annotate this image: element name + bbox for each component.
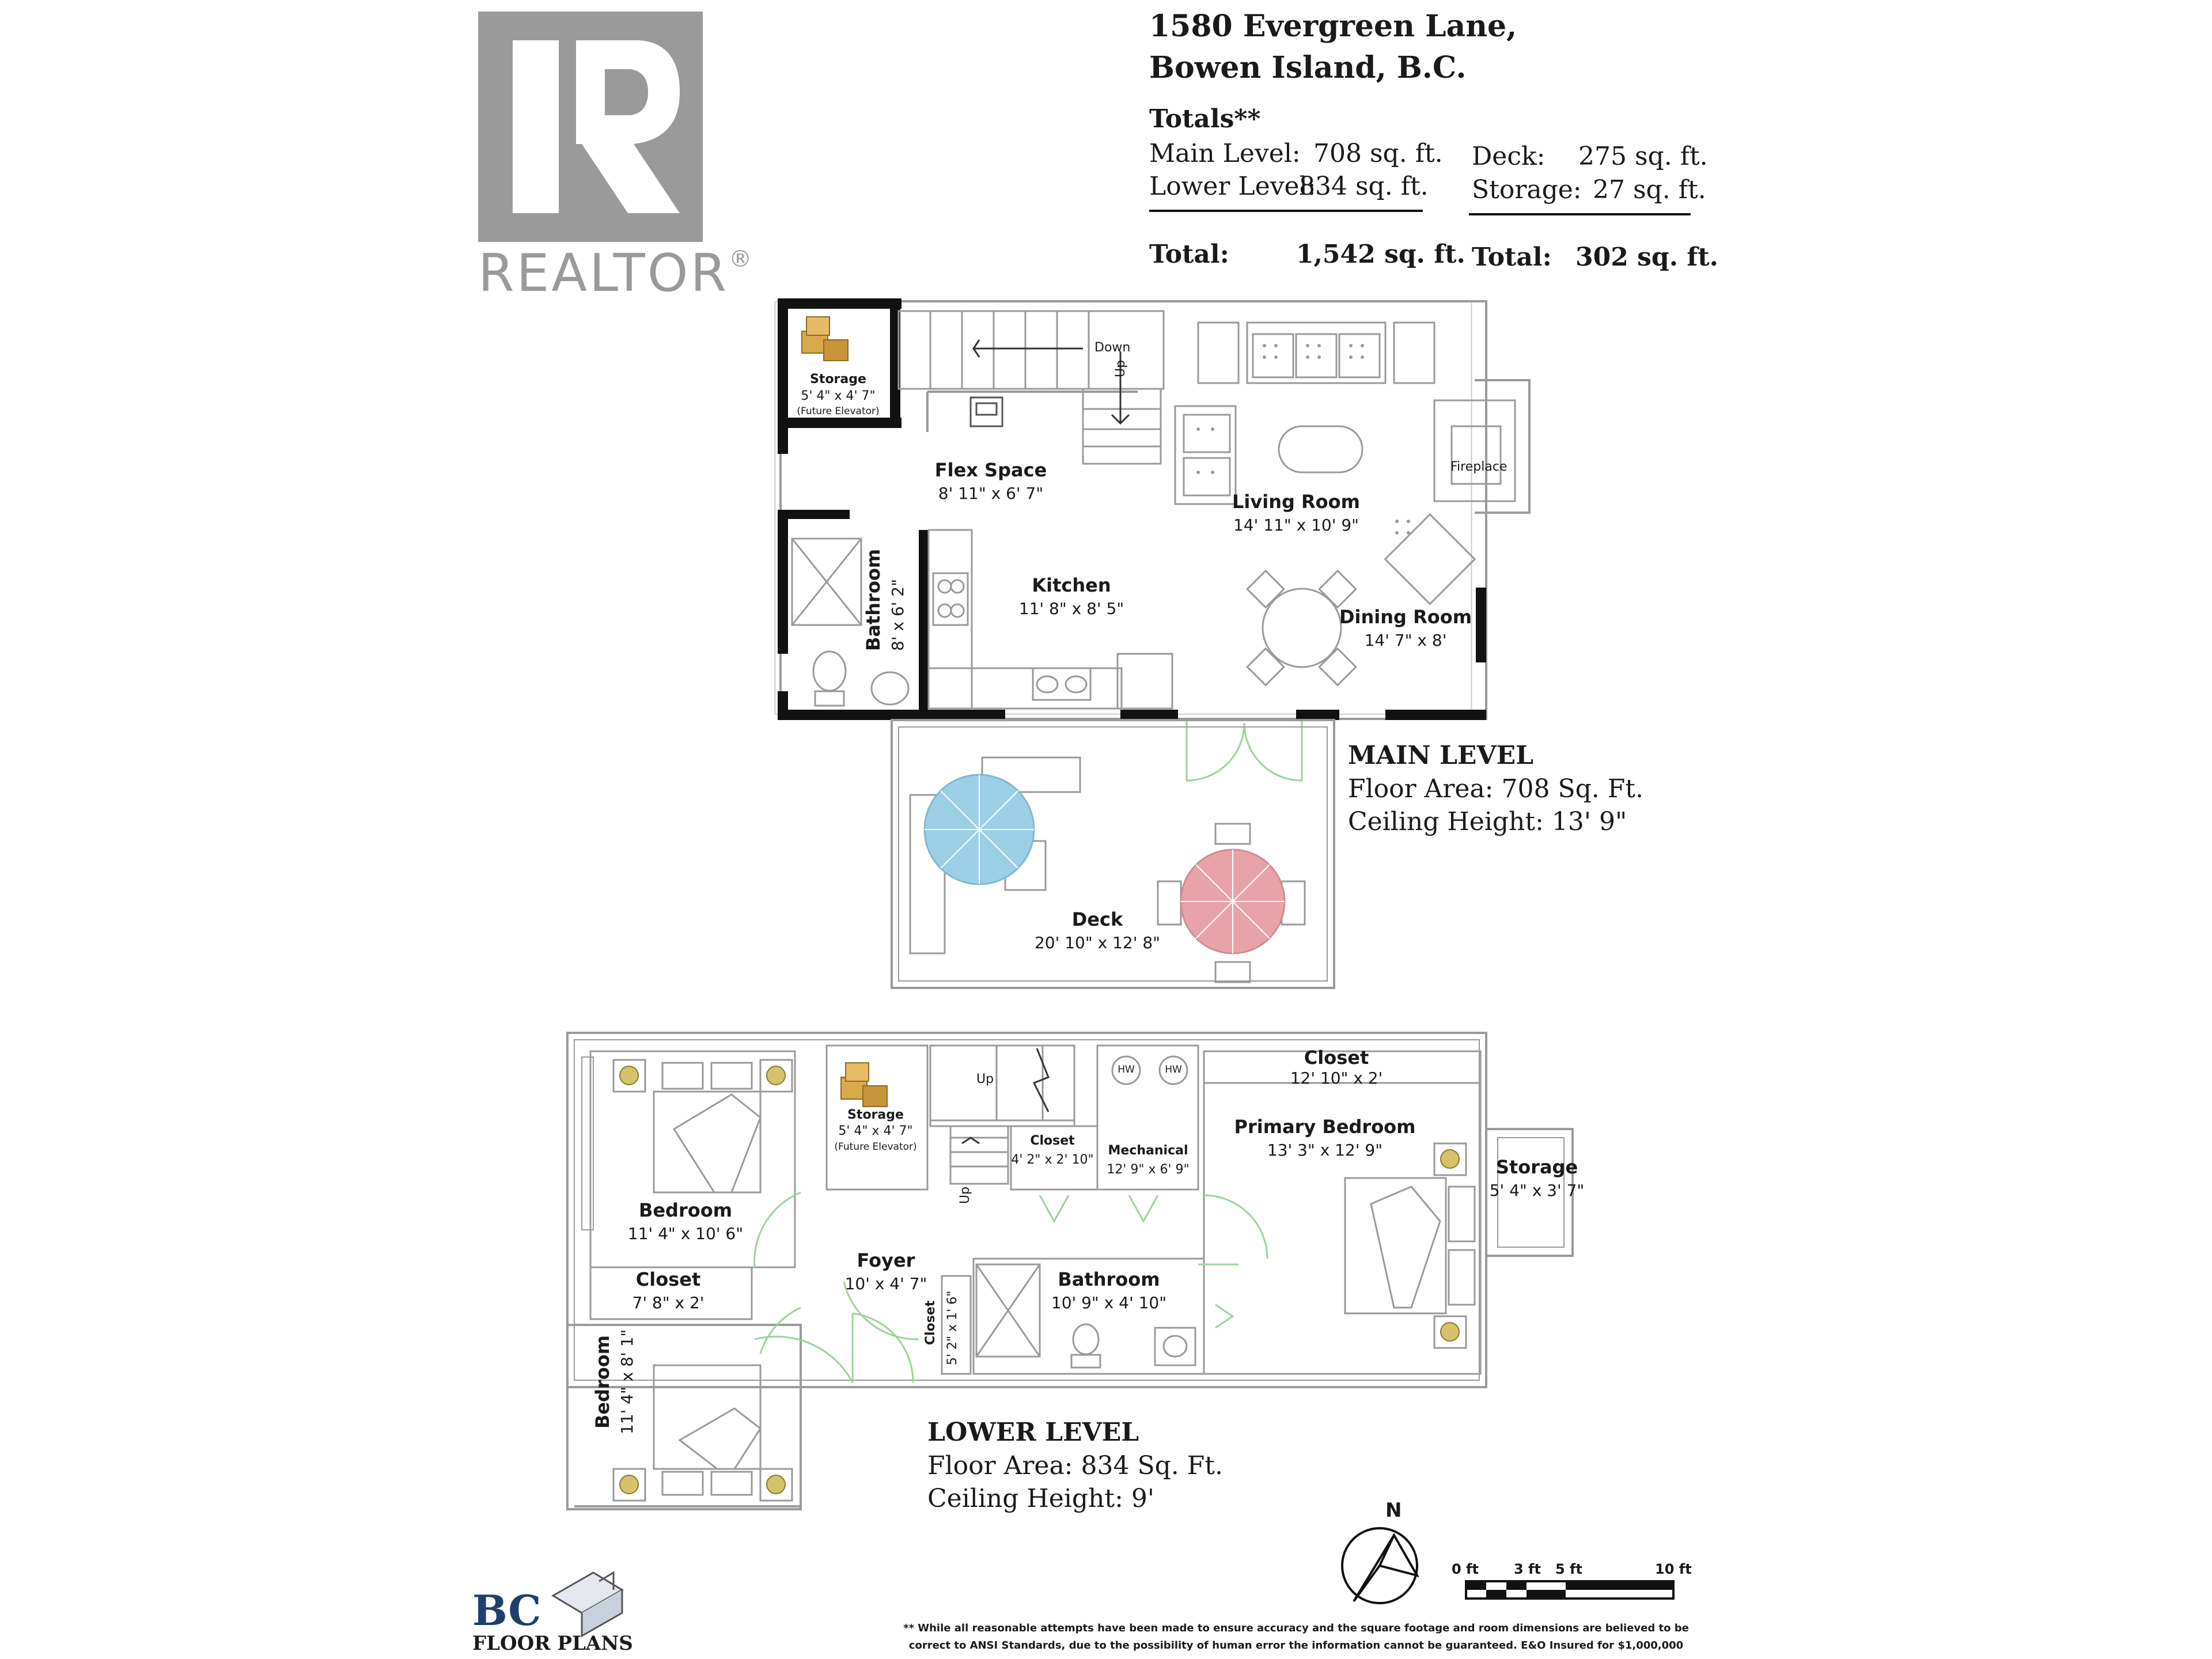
scale-bar	[1466, 1581, 1673, 1599]
lower-bathroom-dims: 10' 9" x 4' 10"	[1051, 1293, 1167, 1312]
main-bathroom-dims: 8' x 6' 2"	[888, 579, 907, 651]
foyer-dims: 10' x 4' 7"	[844, 1274, 927, 1293]
scale-label-10: 10 ft	[1655, 1561, 1692, 1577]
left-total-value: 1,542 sq. ft.	[1296, 240, 1465, 269]
bc-logo-mark: BC	[472, 1586, 541, 1635]
left-total-label: Total:	[1149, 240, 1229, 269]
mechanical-dims: 12' 9" x 6' 9"	[1107, 1162, 1190, 1177]
realtor-logo-word: REALTOR®	[478, 243, 755, 304]
lower-level-label: Lower Level:	[1149, 172, 1316, 201]
main-level-floor-area: Floor Area: 708 Sq. Ft.	[1348, 774, 1643, 804]
bedroom-2-name: Bedroom	[592, 1335, 613, 1429]
lower-stair-up-label: Up	[976, 1072, 994, 1086]
lower-level-title: LOWER LEVEL	[927, 1418, 1139, 1447]
main-storage-dims: 5' 4" x 4' 7"	[801, 389, 876, 403]
living-room-name: Living Room	[1232, 491, 1360, 513]
primary-bedroom-dims: 13' 3" x 12' 9"	[1267, 1141, 1383, 1160]
primary-bedroom-name: Primary Bedroom	[1234, 1116, 1416, 1138]
address-line-2: Bowen Island, B.C.	[1149, 50, 1467, 85]
main-level-label: Main Level:	[1149, 139, 1301, 168]
deck-dims: 20' 10" x 12' 8"	[1034, 933, 1161, 952]
bc-logo-text: FLOOR PLANS	[472, 1632, 633, 1655]
main-level-title: MAIN LEVEL	[1348, 741, 1534, 770]
dining-room-name: Dining Room	[1339, 606, 1472, 628]
bedroom-1-dims: 11' 4" x 10' 6"	[627, 1224, 744, 1243]
lower-bathroom-name: Bathroom	[1058, 1268, 1160, 1290]
foyer-closet-dims: 5' 2" x 1' 6"	[945, 1290, 960, 1365]
bedroom-closet-name: Closet	[635, 1268, 701, 1290]
hall-closet-name: Closet	[1030, 1134, 1075, 1148]
stair-up-label: Up	[1113, 359, 1128, 377]
flex-space-dims: 8' 11" x 6' 7"	[938, 484, 1044, 503]
lower-storage-name: Storage	[847, 1108, 904, 1122]
deck-label: Deck:	[1472, 142, 1546, 171]
compass-north-label: N	[1385, 1499, 1402, 1522]
lower-level-ceiling: Ceiling Height: 9'	[927, 1484, 1154, 1513]
scale-label-5: 5 ft	[1555, 1561, 1582, 1577]
scale-label-0: 0 ft	[1452, 1561, 1479, 1577]
lower-stair-up-label-2: Up	[958, 1186, 972, 1204]
lower-level-floor-area: Floor Area: 834 Sq. Ft.	[927, 1451, 1223, 1480]
lower-level-value: 834 sq. ft.	[1299, 172, 1429, 201]
fireplace-label: Fireplace	[1450, 460, 1508, 474]
water-heater-1: HW	[1118, 1064, 1135, 1075]
bedroom-closet-dims: 7' 8" x 2'	[632, 1293, 704, 1312]
storage-value: 27 sq. ft.	[1593, 175, 1706, 204]
right-total-label: Total:	[1472, 243, 1552, 272]
main-level-ceiling: Ceiling Height: 13' 9"	[1348, 807, 1627, 836]
disclaimer-line-2: correct to ANSI Standards, due to the possibility of human error the information cannot be guaranteed. E&O Insured for $1,000,000	[908, 1639, 1684, 1652]
deck-name: Deck	[1071, 908, 1123, 930]
kitchen-name: Kitchen	[1032, 574, 1111, 596]
water-heater-2: HW	[1165, 1064, 1182, 1075]
mechanical-name: Mechanical	[1108, 1143, 1188, 1158]
lower-storage-dims: 5' 4" x 4' 7"	[838, 1124, 913, 1138]
main-storage-name: Storage	[810, 372, 866, 387]
main-storage-note: (Future Elevator)	[797, 406, 880, 417]
primary-closet-dims: 12' 10" x 2'	[1290, 1069, 1383, 1088]
living-room-dims: 14' 11" x 10' 9"	[1233, 516, 1359, 535]
main-level-value: 708 sq. ft.	[1313, 139, 1443, 168]
totals-heading: Totals**	[1149, 104, 1261, 134]
flex-space-name: Flex Space	[934, 459, 1047, 481]
realtor-logo-mark	[478, 12, 703, 242]
deck-value: 275 sq. ft.	[1578, 142, 1708, 171]
compass-rose	[1342, 1528, 1417, 1603]
scale-label-3: 3 ft	[1514, 1561, 1541, 1577]
ext-storage-dims: 5' 4" x 3' 7"	[1489, 1181, 1585, 1200]
dining-room-dims: 14' 7" x 8'	[1364, 631, 1447, 650]
kitchen-dims: 11' 8" x 8' 5"	[1018, 599, 1124, 618]
address-line-1: 1580 Evergreen Lane,	[1149, 9, 1517, 44]
bedroom-2-dims: 11' 4" x 8' 1"	[618, 1329, 637, 1434]
bc-floor-plans-logo-mark	[553, 1573, 622, 1636]
lower-storage-note: (Future Elevator)	[834, 1141, 917, 1153]
foyer-closet-name: Closet	[923, 1300, 938, 1345]
bedroom-1-name: Bedroom	[638, 1199, 733, 1221]
foyer-name: Foyer	[857, 1249, 915, 1271]
ext-storage-name: Storage	[1495, 1156, 1578, 1178]
right-total-value: 302 sq. ft.	[1575, 243, 1718, 272]
stair-down-label: Down	[1094, 340, 1131, 355]
main-bathroom-name: Bathroom	[862, 548, 884, 651]
storage-label: Storage:	[1472, 175, 1582, 204]
disclaimer-line-1: ** While all reasonable attempts have been made to ensure accuracy and the square footage and room dimensions are believed to be	[903, 1622, 1689, 1634]
primary-closet-name: Closet	[1304, 1047, 1369, 1069]
hall-closet-dims: 4' 2" x 2' 10"	[1011, 1153, 1094, 1167]
